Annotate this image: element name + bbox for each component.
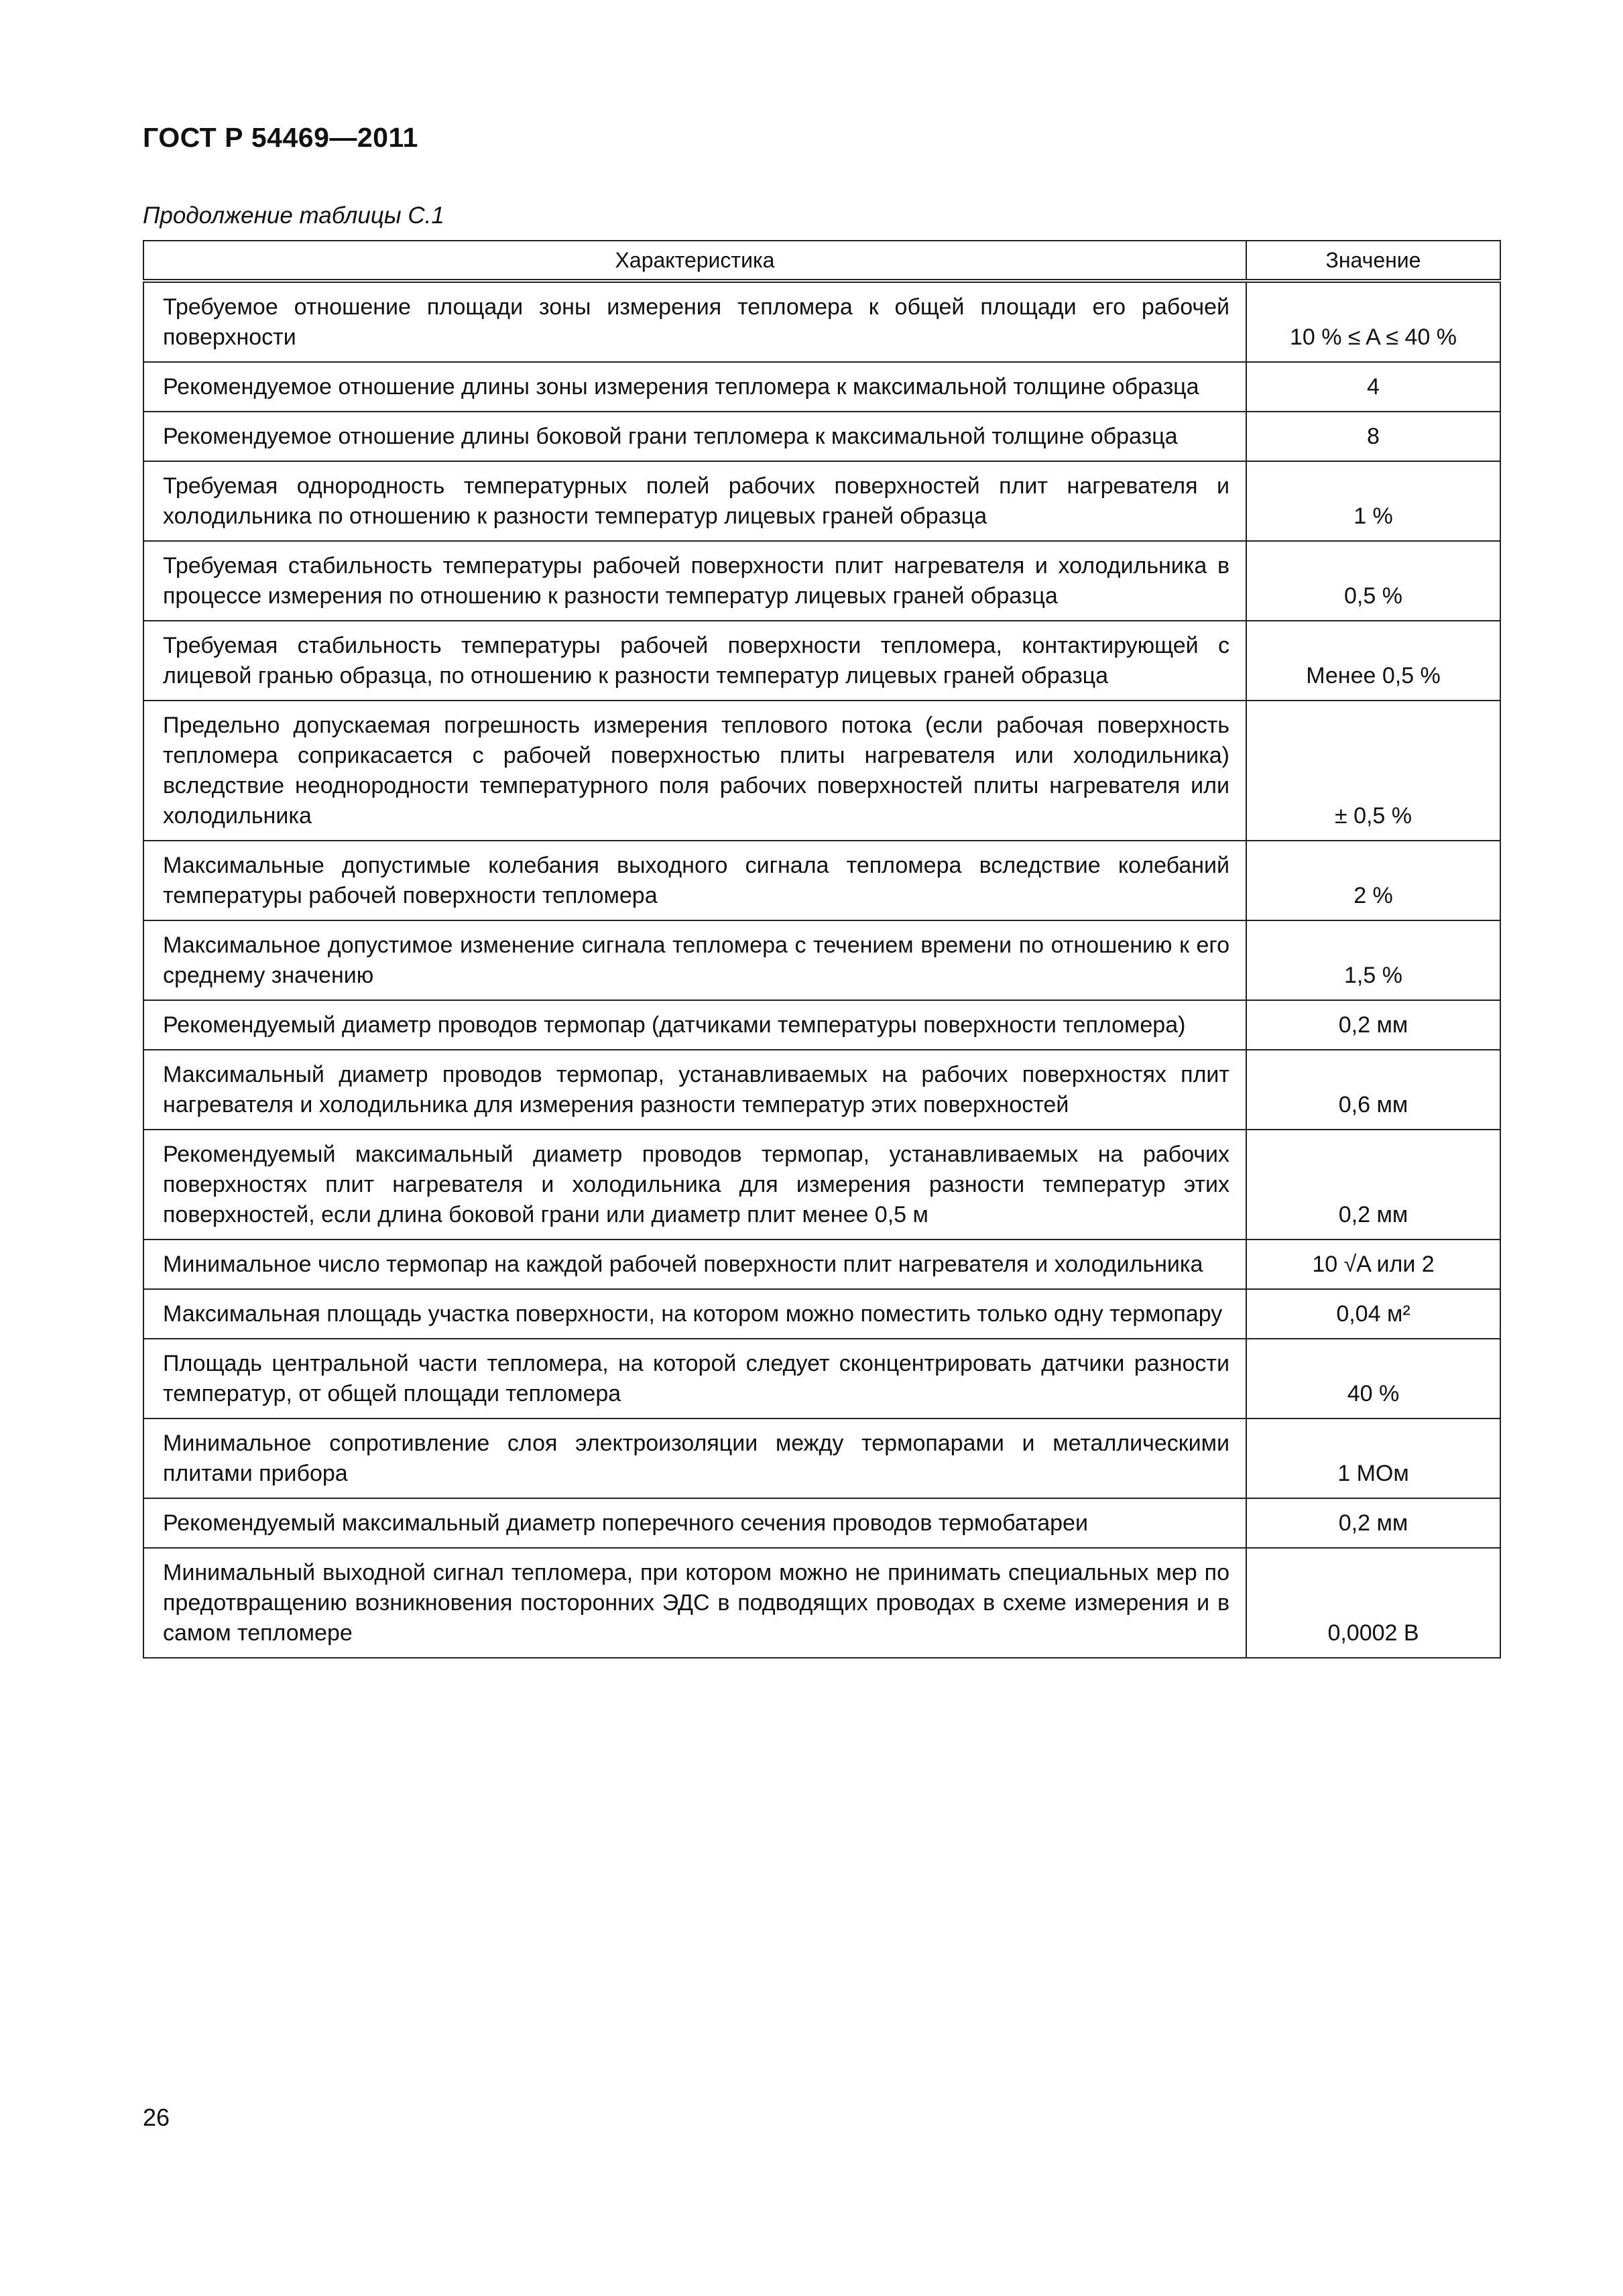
table-row [143, 621, 1500, 701]
characteristic-cell: Требуемая однородность температурных полей рабочих поверхностей плит нагревателя и холодильника по отношению к разности температур лицевых граней образца [143, 461, 1246, 541]
value-cell: 0,0002 В [1246, 1548, 1500, 1658]
characteristic-cell: Требуемое отношение площади зоны измерения тепломера к общей площади его рабочей поверхности [143, 281, 1246, 362]
table-row [143, 1130, 1500, 1240]
table-row [143, 1289, 1500, 1339]
table-row [143, 1240, 1500, 1289]
table-row [143, 412, 1500, 461]
characteristic-cell: Площадь центральной части тепломера, на которой следует сконцентрировать датчики разности температур, от общей площади тепломера [143, 1339, 1246, 1418]
characteristic-cell: Минимальное число термопар на каждой рабочей поверхности плит нагревателя и холодильника [143, 1240, 1246, 1289]
value-cell: 0,2 мм [1246, 1130, 1500, 1240]
characteristic-cell: Рекомендуемый максимальный диаметр поперечного сечения проводов термобатареи [143, 1498, 1246, 1548]
characteristic-cell: Рекомендуемое отношение длины боковой грани тепломера к максимальной толщине образца [143, 412, 1246, 461]
table-header-row [143, 241, 1500, 281]
value-cell: 0,5 % [1246, 541, 1500, 621]
table-row [143, 1548, 1500, 1658]
table-row [143, 1339, 1500, 1418]
table-row [143, 1000, 1500, 1050]
value-cell: 0,2 мм [1246, 1498, 1500, 1548]
value-cell: 1 % [1246, 461, 1500, 541]
value-cell: ± 0,5 % [1246, 701, 1500, 841]
characteristic-cell: Рекомендуемое отношение длины зоны измерения тепломера к максимальной толщине образца [143, 362, 1246, 412]
table-row [143, 281, 1500, 362]
table-row [143, 920, 1500, 1000]
table-row [143, 1050, 1500, 1130]
value-cell: 8 [1246, 412, 1500, 461]
table-row [143, 461, 1500, 541]
table-row [143, 1498, 1500, 1548]
specification-table [143, 240, 1501, 1658]
column-header-value: Значение [1246, 241, 1500, 281]
characteristic-cell: Максимальное допустимое изменение сигнала тепломера с течением времени по отношению к его среднему значению [143, 920, 1246, 1000]
value-cell: Менее 0,5 % [1246, 621, 1500, 701]
value-cell: 0,6 мм [1246, 1050, 1500, 1130]
characteristic-cell: Требуемая стабильность температуры рабочей поверхности тепломера, контактирующей с лицевой гранью образца, по отношению к разности температур лицевых граней образца [143, 621, 1246, 701]
table-row [143, 362, 1500, 412]
table-row [143, 541, 1500, 621]
table-body [143, 281, 1500, 1658]
value-cell: 4 [1246, 362, 1500, 412]
characteristic-cell: Максимальный диаметр проводов термопар, устанавливаемых на рабочих поверхностях плит нагревателя и холодильника для измерения разности температур этих поверхностей [143, 1050, 1246, 1130]
value-cell: 0,04 м² [1246, 1289, 1500, 1339]
characteristic-cell: Предельно допускаемая погрешность измерения теплового потока (если рабочая поверхность тепломера соприкасается с рабочей поверхностью плиты нагревателя или холодильника) вследствие неоднородности температурного поля рабочих поверхностей плиты нагревателя или холодильника [143, 701, 1246, 841]
characteristic-cell: Минимальный выходной сигнал тепломера, при котором можно не принимать специальных мер по предотвращению возникновения посторонних ЭДС в подводящих проводах в схеме измерения и в самом тепломере [143, 1548, 1246, 1658]
characteristic-cell: Требуемая стабильность температуры рабочей поверхности плит нагревателя и холодильника в процессе измерения по отношению к разности температур лицевых граней образца [143, 541, 1246, 621]
value-cell: 10 % ≤ A ≤ 40 % [1246, 281, 1500, 362]
characteristic-cell: Максимальные допустимые колебания выходного сигнала тепломера вследствие колебаний температуры рабочей поверхности тепломера [143, 841, 1246, 920]
value-cell: 1 МОм [1246, 1418, 1500, 1498]
value-cell: 10 √A или 2 [1246, 1240, 1500, 1289]
value-cell: 40 % [1246, 1339, 1500, 1418]
value-cell: 0,2 мм [1246, 1000, 1500, 1050]
characteristic-cell: Минимальное сопротивление слоя электроизоляции между термопарами и металлическими плитами прибора [143, 1418, 1246, 1498]
characteristic-cell: Рекомендуемый максимальный диаметр проводов термопар, устанавливаемых на рабочих поверхностях плит нагревателя и холодильника для измерения разности температур этих поверхностей, если длина боковой грани или диаметр плит менее 0,5 м [143, 1130, 1246, 1240]
table-row [143, 841, 1500, 920]
page-number: 26 [143, 2104, 170, 2131]
table-row [143, 701, 1500, 841]
document-header: ГОСТ Р 54469—2011 [143, 122, 418, 153]
characteristic-cell: Максимальная площадь участка поверхности, на котором можно поместить только одну термопару [143, 1289, 1246, 1339]
table-row [143, 1418, 1500, 1498]
value-cell: 1,5 % [1246, 920, 1500, 1000]
column-header-characteristic: Характеристика [143, 241, 1246, 281]
table-caption: Продолжение таблицы С.1 [143, 202, 444, 229]
characteristic-cell: Рекомендуемый диаметр проводов термопар (датчиками температуры поверхности тепломера) [143, 1000, 1246, 1050]
value-cell: 2 % [1246, 841, 1500, 920]
